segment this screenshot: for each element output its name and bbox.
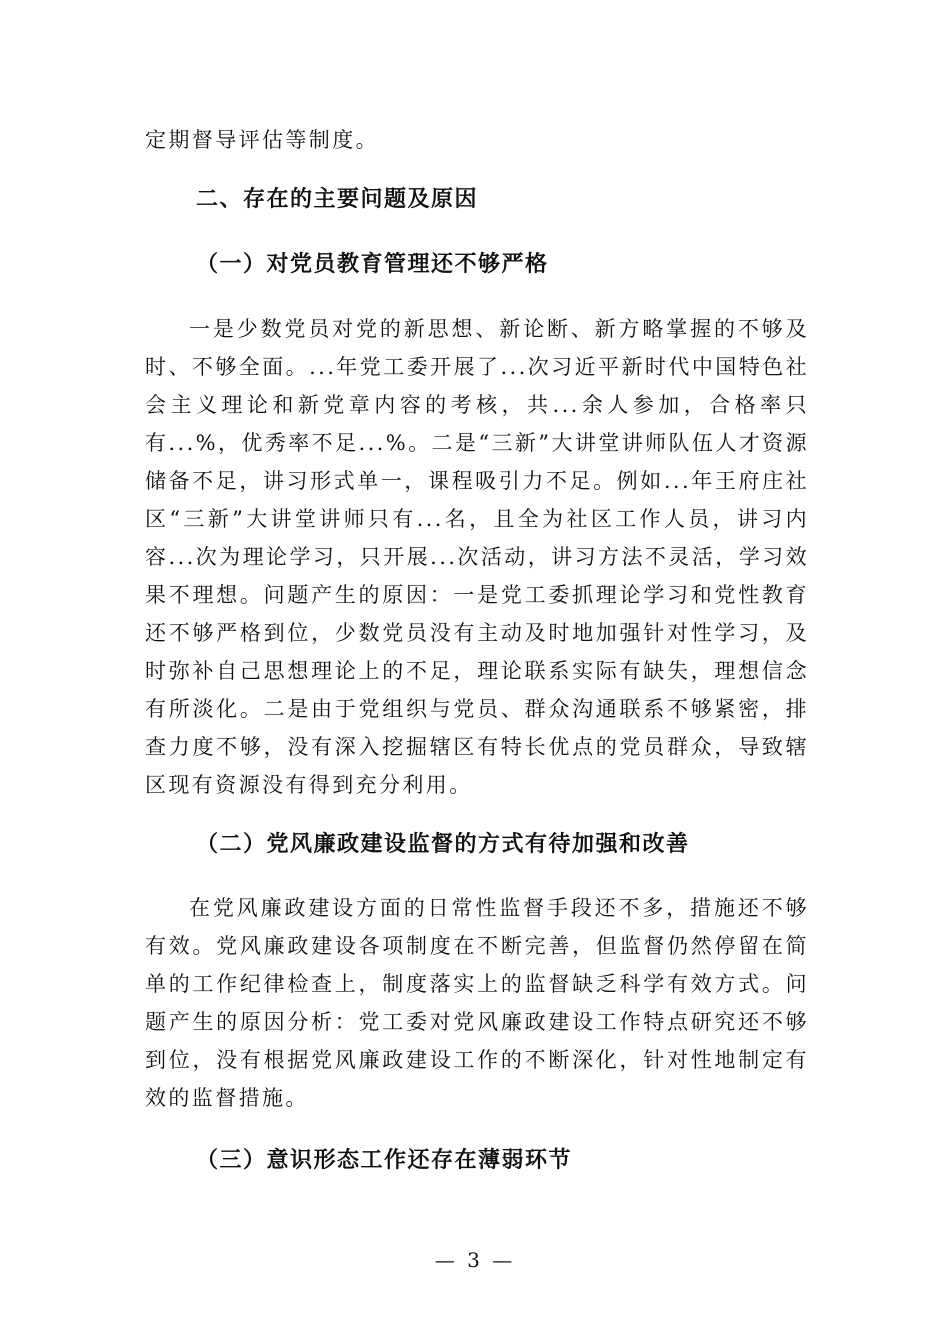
- subsection-body-2: 在党风廉政建设方面的日常性监督手段还不多，措施还不够有效。党风廉政建设各项制度在不断完善，但监督仍然停留在简单的工作纪律检查上，制度落实上的监督缺乏科学有效方式。问题产生的原因分析：党工委对党风廉政建设工作特点研究还不够到位，没有根据党风廉政建设工作的不断深化，针对性地制定有效的监督措施。: [145, 896, 809, 1110]
- section-title: 二、存在的主要问题及原因: [196, 187, 479, 212]
- subsection-heading-3: （三）意识形态工作还存在薄弱环节: [196, 1148, 573, 1173]
- continuation-paragraph: 定期督导评估等制度。: [145, 128, 379, 152]
- subsection-heading-2: （二）党风廉政建设监督的方式有待加强和改善: [196, 832, 690, 857]
- subsection-heading-1: （一）对党员教育管理还不够严格: [196, 252, 549, 277]
- page-number: — 3 —: [434, 1248, 516, 1272]
- subsection-body-1: 一是少数党员对党的新思想、新论断、新方略掌握的不够及时、不够全面。...年党工委开展了...次习近平新时代中国特色社会主义理论和新党章内容的考核，共...余人参加，合格率只有...%，优秀率不足...%。二是“三新”大讲堂讲师队伍人才资源储备不足，讲习形式单一，课程吸引力不足。例如...年王府庄社区“三新”大讲堂讲师只有...名，且全为社区工作人员，讲习内容...次为理论学习，只开展...次活动，讲习方法不灵活，学习效果不理想。问题产生的原因：一是党工委抓理论学习和党性教育还不够严格到位，少数党员没有主动及时地加强针对性学习，及时弥补自己思想理论上的不足，理论联系实际有缺失，理想信念有所淡化。二是由于党组织与党员、群众沟通联系不够紧密，排查力度不够，没有深入挖掘辖区有特长优点的党员群众，导致辖区现有资源没有得到充分利用。: [145, 317, 809, 797]
